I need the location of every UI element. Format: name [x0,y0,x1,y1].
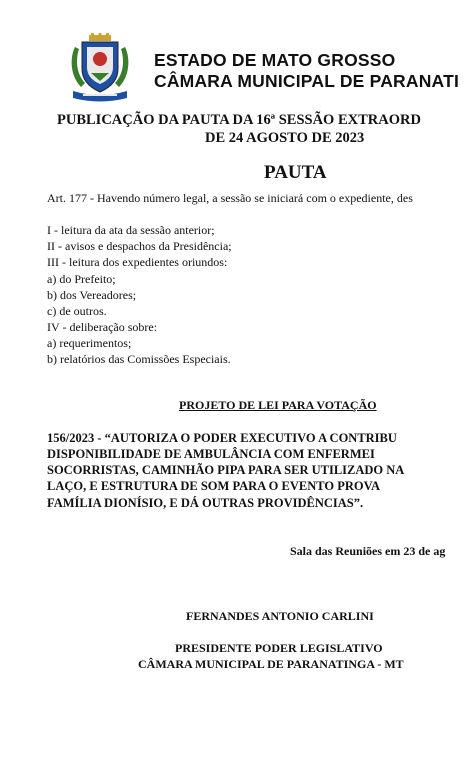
signatory-name: FERNANDES ANTONIO CARLINI [186,609,374,623]
pauta-title: PAUTA [264,162,327,183]
article-text: Art. 177 - Havendo número legal, a sessão se iniciará com o expediente, des [47,191,413,205]
list-item: a) do Prefeito; [47,272,116,286]
chamber-heading: CÂMARA MUNICIPAL DE PARANATI [154,71,460,91]
publication-title: PUBLICAÇÃO DA PAUTA DA 16ª SESSÃO EXTRAORD [57,112,421,128]
list-item: c) de outros. [47,304,107,318]
project-line: DISPONIBILIDADE DE AMBULÂNCIA COM ENFERMEI [47,447,375,461]
project-line: LAÇO, E ESTRUTURA DE SOM PARA O EVENTO PROVA [47,479,381,493]
project-line: 156/2023 - “AUTORIZA O PODER EXECUTIVO A CONTRIBU [47,431,397,445]
coat-of-arms-emblem [69,33,131,103]
list-item: b) dos Vereadores; [47,288,137,302]
project-line: SOCORRISTAS, CAMINHÃO PIPA PARA SER UTILIZADO NA [47,463,405,477]
project-heading: PROJETO DE LEI PARA VOTAÇÃO [179,398,377,412]
list-item: b) relatórios das Comissões Especiais. [47,352,231,366]
list-item: a) requerimentos; [47,336,132,350]
list-item: III - leitura dos expedientes oriundos: [47,255,228,269]
list-item: I - leitura da ata da sessão anterior; [47,223,215,237]
list-item: II - avisos e despachos da Presidência; [47,239,232,253]
signatory-role: PRESIDENTE PODER LEGISLATIVO [175,641,383,655]
location-date: Sala das Reuniões em 23 de ag [290,544,446,558]
signatory-institution: CÂMARA MUNICIPAL DE PARANATINGA - MT [138,657,404,671]
list-item: IV - deliberação sobre: [47,320,158,334]
publication-date: DE 24 AGOSTO DE 2023 [205,130,365,146]
state-heading: ESTADO DE MATO GROSSO [154,50,396,70]
project-line: FAMÍLIA DIONÍSIO, E DÁ OUTRAS PROVIDÊNCIAS”. [47,496,364,510]
